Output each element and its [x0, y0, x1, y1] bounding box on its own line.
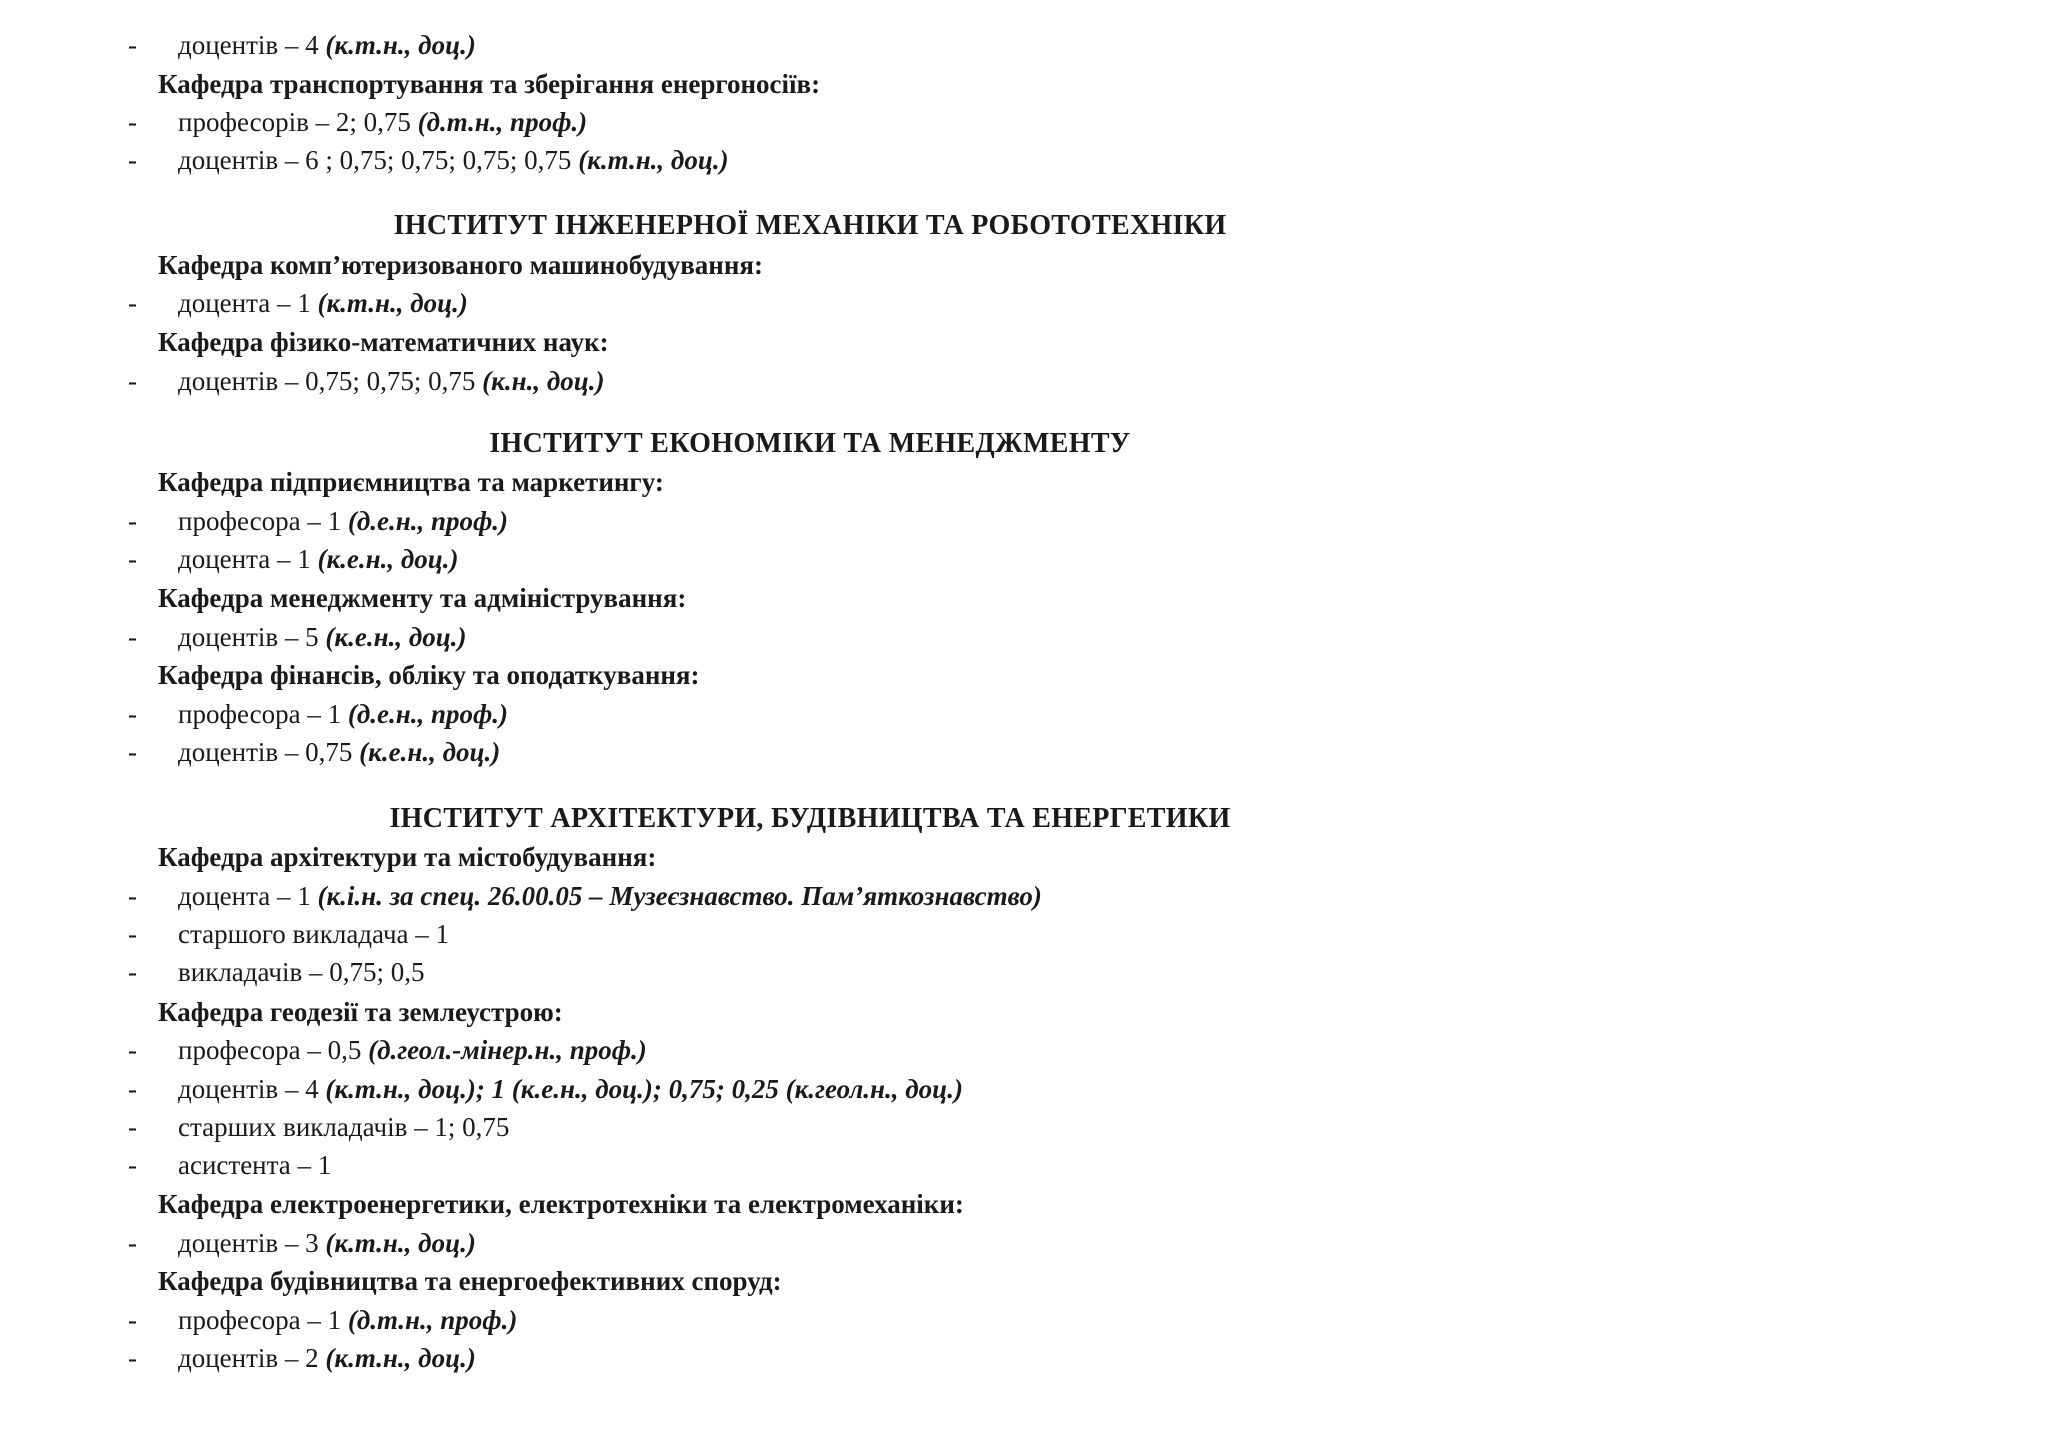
staff-position: старших викладачів – 1; 0,75 — [178, 1112, 510, 1142]
staff-position: доцентів – 4 — [178, 1074, 326, 1104]
department-title: Кафедра електроенергетики, електротехніки та електромеханіки: — [158, 1189, 964, 1219]
staff-degree: (к.і.н. за спец. 26.00.05 – Музеєзнавство. Пам’яткознавство) — [317, 881, 1042, 911]
institute-heading — [0, 207, 1600, 245]
list-bullet: - — [128, 544, 137, 574]
staff-degree: (д.геол.-мінер.н., проф.) — [368, 1035, 647, 1065]
staff-position: доцентів – 4 — [178, 30, 326, 60]
staff-position: доцентів – 5 — [178, 622, 326, 652]
staff-position: доцента – 1 — [178, 288, 318, 318]
staff-position: доцентів – 0,75; 0,75; 0,75 — [178, 366, 483, 396]
staff-position: асистента – 1 — [178, 1150, 332, 1180]
list-bullet: - — [128, 1112, 137, 1142]
list-bullet: - — [128, 107, 137, 137]
staff-position: доцента – 1 — [178, 544, 318, 574]
list-bullet: - — [128, 622, 137, 652]
staff-degree: (к.т.н., доц.) — [325, 30, 476, 60]
staff-position: доцентів – 6 ; 0,75; 0,75; 0,75; 0,75 — [178, 145, 579, 175]
department-title: Кафедра комп’ютеризованого машинобудування: — [158, 250, 764, 280]
list-bullet: - — [128, 506, 137, 536]
institute-heading — [0, 800, 1600, 838]
list-bullet: - — [128, 699, 137, 729]
list-bullet: - — [128, 881, 137, 911]
staff-degree: (к.т.н., доц.) — [317, 288, 468, 318]
list-bullet: - — [128, 1150, 137, 1180]
staff-position: доцентів – 2 — [178, 1343, 326, 1373]
department-title: Кафедра будівництва та енергоефективних споруд: — [158, 1266, 782, 1296]
staff-position: професора – 1 — [178, 699, 348, 729]
list-bullet: - — [128, 957, 137, 987]
staff-degree: (д.е.н., проф.) — [347, 506, 509, 536]
staff-position: доцентів – 3 — [178, 1228, 326, 1258]
staff-degree: (к.т.н., доц.) — [325, 1228, 476, 1258]
list-bullet: - — [128, 288, 137, 318]
staff-degree: (к.е.н., доц.) — [325, 622, 467, 652]
staff-position: доцента – 1 — [178, 881, 318, 911]
list-bullet: - — [128, 1074, 137, 1104]
institute-title: ІНСТИТУТ ЕКОНОМІКИ ТА МЕНЕДЖМЕНТУ — [489, 428, 1131, 459]
staff-position: доцентів – 0,75 — [178, 737, 360, 767]
institute-heading — [0, 425, 1600, 463]
department-title: Кафедра транспортування та зберігання енергоносіїв: — [158, 69, 821, 99]
staff-position: викладачів – 0,75; 0,5 — [178, 957, 425, 987]
staff-position: професора – 1 — [178, 1305, 348, 1335]
staff-degree: (д.т.н., проф.) — [347, 1305, 518, 1335]
list-bullet: - — [128, 1228, 137, 1258]
department-title: Кафедра геодезії та землеустрою: — [158, 997, 563, 1027]
staff-degree: (д.т.н., проф.) — [417, 107, 588, 137]
staff-position: професора – 1 — [178, 506, 348, 536]
list-bullet: - — [128, 30, 137, 60]
staff-degree: (к.т.н., доц.) — [578, 145, 729, 175]
staff-position: старшого викладача – 1 — [178, 919, 450, 949]
staff-degree: (к.н., доц.) — [482, 366, 605, 396]
department-title: Кафедра менеджменту та адміністрування: — [158, 583, 687, 613]
staff-degree: (к.е.н., доц.) — [359, 737, 501, 767]
staff-degree: (д.е.н., проф.) — [347, 699, 509, 729]
department-title: Кафедра підприємництва та маркетингу: — [158, 467, 664, 497]
list-bullet: - — [128, 737, 137, 767]
staff-degree: (к.т.н., доц.); 1 (к.е.н., доц.); 0,75; 0,25 (к.геол.н., доц.) — [325, 1074, 963, 1104]
list-bullet: - — [128, 1343, 137, 1373]
staff-degree: (к.т.н., доц.) — [325, 1343, 476, 1373]
department-title: Кафедра архітектури та містобудування: — [158, 842, 657, 872]
list-bullet: - — [128, 1035, 137, 1065]
list-bullet: - — [128, 1305, 137, 1335]
staff-position: професора – 0,5 — [178, 1035, 369, 1065]
list-bullet: - — [128, 145, 137, 175]
institute-title: ІНСТИТУТ АРХІТЕКТУРИ, БУДІВНИЦТВА ТА ЕНЕРГЕТИКИ — [389, 803, 1231, 834]
staff-degree: (к.е.н., доц.) — [317, 544, 459, 574]
staff-position: професорів – 2; 0,75 — [178, 107, 418, 137]
department-title: Кафедра фізико-математичних наук: — [158, 327, 609, 357]
list-bullet: - — [128, 919, 137, 949]
institute-title: ІНСТИТУТ ІНЖЕНЕРНОЇ МЕХАНІКИ ТА РОБОТОТЕХНІКИ — [393, 210, 1227, 241]
department-title: Кафедра фінансів, обліку та оподаткування: — [158, 660, 700, 690]
list-bullet: - — [128, 366, 137, 396]
